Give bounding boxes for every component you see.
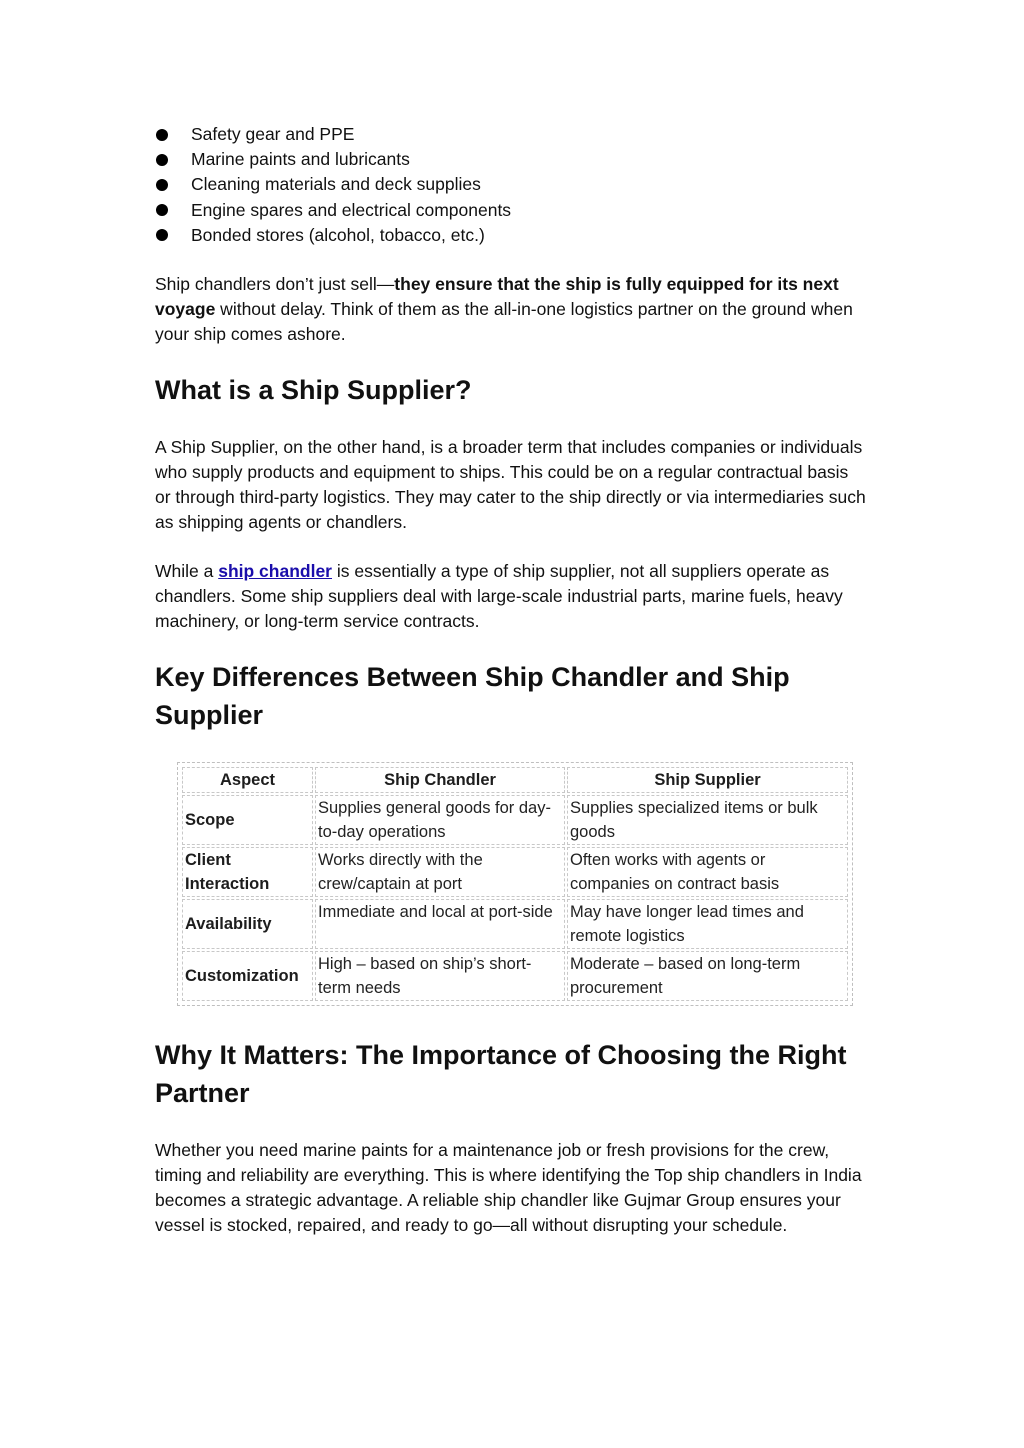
table-cell: Moderate – based on long-term procurement <box>567 951 848 1001</box>
chandler-summary-paragraph: Ship chandlers don’t just sell—they ensure that the ship is fully equipped for its next voyage without delay. Think of them as the all-in-one logistics partner on the ground when your ship comes ashore. <box>155 273 853 344</box>
list-item: Engine spares and electrical components <box>155 198 867 223</box>
table-row <box>182 951 848 1001</box>
table-cell: Supplies specialized items or bulk goods <box>567 795 848 845</box>
list-item: Marine paints and lubricants <box>155 147 867 172</box>
ship-supplier-paragraph: A Ship Supplier, on the other hand, is a broader term that includes companies or individuals who supply products and equipment to ships. This could be on a regular contractual basis or through third-party logistics. They may cater to the ship directly or via intermediaries such as shipping agents or chandlers. <box>155 436 866 532</box>
table-cell: Often works with agents or companies on contract basis <box>567 847 848 897</box>
section-heading-why-it-matters: Why It Matters: The Importance of Choosing the Right Partner <box>155 1039 847 1108</box>
table-header-cell: Ship Chandler <box>315 767 565 793</box>
table-cell-aspect: Customization <box>182 951 313 1001</box>
why-it-matters-paragraph: Whether you need marine paints for a maintenance job or fresh provisions for the crew, timing and reliability are everything. This is where identifying the Top ship chandlers in India becomes a strategic advantage. A reliable ship chandler like Gujmar Group ensures your vessel is stocked, repaired, and ready to go—all without disrupting your schedule. <box>155 1139 862 1235</box>
list-item: Bonded stores (alcohol, tobacco, etc.) <box>155 223 867 248</box>
bullet-icon <box>156 179 168 191</box>
table-cell: Supplies general goods for day-to-day operations <box>315 795 565 845</box>
table-cell-aspect: Availability <box>182 899 313 949</box>
table-row <box>182 899 848 949</box>
table-header-row <box>182 767 848 793</box>
list-item: Safety gear and PPE <box>155 122 867 147</box>
table-cell: Immediate and local at port-side <box>315 899 565 949</box>
table-header-cell: Aspect <box>182 767 313 793</box>
bullet-icon <box>156 154 168 166</box>
emphasis-text: they ensure that the ship is fully equipped for its next voyage <box>155 273 839 319</box>
section-heading-ship-supplier: What is a Ship Supplier? <box>155 374 472 405</box>
comparison-table-wrapper <box>177 762 853 1006</box>
table-cell: Works directly with the crew/captain at port <box>315 847 565 897</box>
bullet-icon <box>156 204 168 216</box>
table-cell-aspect: Client Interaction <box>182 847 313 897</box>
supply-list <box>155 122 867 248</box>
section-heading-key-differences: Key Differences Between Ship Chandler and Ship Supplier <box>155 661 790 730</box>
table-cell: High – based on ship’s short-term needs <box>315 951 565 1001</box>
table-cell: May have longer lead times and remote logistics <box>567 899 848 949</box>
table-row <box>182 795 848 845</box>
comparison-table <box>180 765 850 1003</box>
table-row <box>182 847 848 897</box>
chandler-vs-supplier-paragraph: While a ship chandler is essentially a type of ship supplier, not all suppliers operate as chandlers. Some ship suppliers deal with large-scale industrial parts, marine fuels, heavy machinery, or long-term service contracts. <box>155 560 843 631</box>
bullet-icon <box>156 229 168 241</box>
bullet-icon <box>156 129 168 141</box>
table-cell-aspect: Scope <box>182 795 313 845</box>
document-page <box>155 122 867 1238</box>
ship-chandler-link[interactable]: ship chandler <box>218 560 332 581</box>
list-item: Cleaning materials and deck supplies <box>155 172 867 197</box>
table-header-cell: Ship Supplier <box>567 767 848 793</box>
